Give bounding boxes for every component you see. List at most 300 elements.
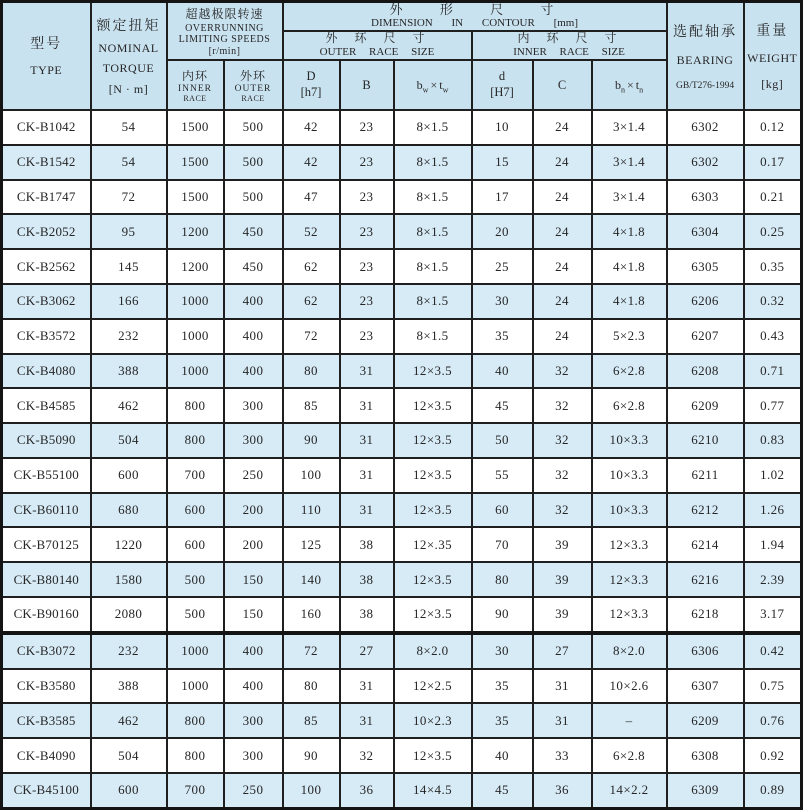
torque-label-en1: NOMINAL	[98, 40, 159, 55]
type-cell: CK-B2052	[2, 214, 91, 249]
cell-D: 90	[283, 738, 340, 773]
cell-bn_x_tn: 10×3.3	[592, 458, 667, 493]
cell-weight: 0.35	[744, 249, 802, 284]
col-header-B	[340, 60, 394, 110]
cell-weight: 0.17	[744, 145, 802, 180]
weight-label-en: WEIGHT	[747, 50, 798, 65]
cell-speed_inner_race: 1200	[167, 214, 224, 249]
cell-weight: 0.89	[744, 773, 802, 808]
table-row	[2, 319, 802, 354]
cell-bw_x_tw: 12×3.5	[394, 493, 472, 528]
inner-race-size-en: INNER RACE SIZE	[513, 46, 625, 59]
cell-bw_x_tw: 8×1.5	[394, 180, 472, 215]
cell-bn_x_tn: 3×1.4	[592, 180, 667, 215]
cell-bn_x_tn: 4×1.8	[592, 249, 667, 284]
cell-bearing: 6212	[667, 493, 744, 528]
cell-bn_x_tn: 14×2.2	[592, 773, 667, 808]
type-cell: CK-B60110	[2, 493, 91, 528]
cell-nominal_torque: 504	[91, 423, 167, 458]
cell-bearing: 6303	[667, 180, 744, 215]
cell-weight: 0.32	[744, 284, 802, 319]
type-cell: CK-B4080	[2, 354, 91, 389]
cell-speed_outer_race: 500	[224, 180, 283, 215]
torque-label-zh: 额定扭矩	[96, 18, 161, 34]
cell-bearing: 6302	[667, 110, 744, 145]
cell-C: 32	[533, 354, 592, 389]
speeds-label-zh: 超越极限转速	[185, 7, 264, 22]
table-row	[2, 527, 802, 562]
cell-C: 32	[533, 388, 592, 423]
cell-bw_x_tw: 8×1.5	[394, 249, 472, 284]
cell-D: 125	[283, 527, 340, 562]
cell-C: 39	[533, 527, 592, 562]
cell-C: 39	[533, 597, 592, 633]
cell-bw_x_tw: 12×3.5	[394, 738, 472, 773]
cell-bearing: 6304	[667, 214, 744, 249]
cell-bw_x_tw: 12×3.5	[394, 423, 472, 458]
cell-speed_inner_race: 1200	[167, 249, 224, 284]
cell-B: 31	[340, 388, 394, 423]
dimension-label-en	[284, 17, 666, 30]
cell-speed_outer_race: 400	[224, 669, 283, 704]
cell-nominal_torque: 600	[91, 773, 167, 808]
cell-d: 45	[472, 388, 533, 423]
table-row	[2, 388, 802, 423]
table-row	[2, 597, 802, 633]
col-header-bearing	[667, 2, 744, 110]
cell-speed_inner_race: 700	[167, 458, 224, 493]
type-cell: CK-B5090	[2, 423, 91, 458]
cell-speed_inner_race: 800	[167, 423, 224, 458]
type-label-en: TYPE	[30, 63, 63, 78]
col-header-speed-inner-race	[167, 60, 224, 110]
cell-speed_outer_race: 400	[224, 284, 283, 319]
cell-B: 31	[340, 493, 394, 528]
cell-C: 24	[533, 180, 592, 215]
table-header	[2, 2, 802, 110]
cell-bearing: 6309	[667, 773, 744, 808]
cell-nominal_torque: 462	[91, 388, 167, 423]
type-cell: CK-B2562	[2, 249, 91, 284]
speeds-label-en2: LIMITING SPEEDS	[178, 34, 271, 46]
cell-bearing: 6305	[667, 249, 744, 284]
cell-d: 15	[472, 145, 533, 180]
cell-nominal_torque: 1220	[91, 527, 167, 562]
type-cell: CK-B90160	[2, 597, 91, 633]
cell-B: 38	[340, 562, 394, 597]
cell-speed_inner_race: 600	[167, 493, 224, 528]
torque-unit: [N · m]	[108, 82, 149, 97]
cell-bearing: 6207	[667, 319, 744, 354]
cell-nominal_torque: 54	[91, 145, 167, 180]
cell-D: 42	[283, 145, 340, 180]
cell-C: 24	[533, 319, 592, 354]
cell-C: 24	[533, 214, 592, 249]
cell-B: 23	[340, 145, 394, 180]
cell-D: 160	[283, 597, 340, 633]
bw-tw-formula: $b_w \times t_w$	[416, 77, 449, 95]
cell-bn_x_tn: 10×3.3	[592, 493, 667, 528]
col-group-overrunning-speeds	[167, 2, 283, 60]
header-row-1	[2, 2, 802, 32]
type-cell: CK-B70125	[2, 527, 91, 562]
type-cell: CK-B3062	[2, 284, 91, 319]
cell-speed_inner_race: 800	[167, 703, 224, 738]
cell-C: 36	[533, 773, 592, 808]
cell-speed_inner_race: 500	[167, 562, 224, 597]
type-cell: CK-B1542	[2, 145, 91, 180]
table-row	[2, 773, 802, 808]
cell-speed_inner_race: 1000	[167, 633, 224, 669]
cell-C: 24	[533, 110, 592, 145]
cell-nominal_torque: 166	[91, 284, 167, 319]
cell-d: 20	[472, 214, 533, 249]
cell-B: 31	[340, 669, 394, 704]
cell-speed_outer_race: 300	[224, 423, 283, 458]
cell-B: 23	[340, 110, 394, 145]
speed-inner-en1: INNER	[177, 83, 213, 94]
cell-speed_inner_race: 800	[167, 738, 224, 773]
speeds-unit: [r/min]	[208, 45, 241, 57]
cell-bearing: 6209	[667, 388, 744, 423]
cell-weight: 0.76	[744, 703, 802, 738]
cell-d: 35	[472, 319, 533, 354]
cell-speed_inner_race: 1000	[167, 354, 224, 389]
cell-speed_inner_race: 1500	[167, 145, 224, 180]
col-group-dimension	[283, 2, 667, 32]
table-row	[2, 633, 802, 669]
cell-bn_x_tn: 6×2.8	[592, 354, 667, 389]
cell-B: 23	[340, 214, 394, 249]
table-row	[2, 249, 802, 284]
weight-unit: [kg]	[761, 76, 784, 91]
cell-B: 31	[340, 703, 394, 738]
C-symbol: C	[557, 77, 567, 92]
table-row	[2, 214, 802, 249]
speed-outer-en1: OUTER	[234, 83, 272, 94]
cell-D: 90	[283, 423, 340, 458]
bearing-label-zh: 选配轴承	[673, 25, 738, 41]
table-body	[2, 110, 802, 808]
table-row	[2, 284, 802, 319]
cell-speed_outer_race: 150	[224, 597, 283, 633]
cell-B: 23	[340, 249, 394, 284]
d-tolerance: [H7]	[490, 84, 514, 99]
cell-D: 72	[283, 633, 340, 669]
bearing-label-en: BEARING	[676, 53, 734, 68]
cell-d: 30	[472, 284, 533, 319]
cell-nominal_torque: 145	[91, 249, 167, 284]
cell-weight: 2.39	[744, 562, 802, 597]
type-cell: CK-B3572	[2, 319, 91, 354]
cell-bw_x_tw: 8×1.5	[394, 319, 472, 354]
cell-d: 17	[472, 180, 533, 215]
cell-speed_outer_race: 300	[224, 738, 283, 773]
cell-D: 72	[283, 319, 340, 354]
cell-bn_x_tn: 3×1.4	[592, 145, 667, 180]
cell-weight: 0.12	[744, 110, 802, 145]
cell-bearing: 6210	[667, 423, 744, 458]
cell-speed_inner_race: 1000	[167, 284, 224, 319]
cell-bw_x_tw: 12×3.5	[394, 597, 472, 633]
cell-C: 31	[533, 669, 592, 704]
cell-speed_inner_race: 500	[167, 597, 224, 633]
cell-bw_x_tw: 12×3.5	[394, 388, 472, 423]
cell-speed_outer_race: 400	[224, 354, 283, 389]
cell-d: 40	[472, 738, 533, 773]
cell-nominal_torque: 54	[91, 110, 167, 145]
cell-speed_outer_race: 400	[224, 633, 283, 669]
cell-weight: 1.94	[744, 527, 802, 562]
cell-D: 52	[283, 214, 340, 249]
cell-bearing: 6208	[667, 354, 744, 389]
cell-d: 80	[472, 562, 533, 597]
cell-nominal_torque: 462	[91, 703, 167, 738]
cell-nominal_torque: 504	[91, 738, 167, 773]
outer-race-size-zh: 外 环 尺 寸	[325, 31, 429, 46]
cell-B: 31	[340, 458, 394, 493]
cell-D: 80	[283, 669, 340, 704]
speed-inner-en2: RACE	[183, 93, 207, 103]
cell-speed_outer_race: 400	[224, 319, 283, 354]
cell-bw_x_tw: 12×2.5	[394, 669, 472, 704]
cell-C: 24	[533, 249, 592, 284]
cell-B: 31	[340, 354, 394, 389]
cell-C: 32	[533, 423, 592, 458]
cell-speed_inner_race: 800	[167, 388, 224, 423]
cell-nominal_torque: 388	[91, 669, 167, 704]
col-header-speed-outer-race	[224, 60, 283, 110]
cell-bn_x_tn: 6×2.8	[592, 738, 667, 773]
col-header-bn-tn	[592, 60, 667, 110]
cell-speed_inner_race: 600	[167, 527, 224, 562]
D-symbol: D	[306, 69, 316, 84]
cell-B: 23	[340, 284, 394, 319]
cell-D: 42	[283, 110, 340, 145]
cell-bw_x_tw: 14×4.5	[394, 773, 472, 808]
cell-weight: 0.21	[744, 180, 802, 215]
col-header-D	[283, 60, 340, 110]
cell-nominal_torque: 72	[91, 180, 167, 215]
cell-bw_x_tw: 12×.35	[394, 527, 472, 562]
cell-bn_x_tn: –	[592, 703, 667, 738]
cell-bn_x_tn: 8×2.0	[592, 633, 667, 669]
bearing-standard: GB/T276-1994	[676, 80, 735, 91]
cell-bn_x_tn: 3×1.4	[592, 110, 667, 145]
cell-speed_outer_race: 200	[224, 493, 283, 528]
cell-D: 47	[283, 180, 340, 215]
cell-weight: 0.75	[744, 669, 802, 704]
cell-bearing: 6209	[667, 703, 744, 738]
cell-bearing: 6214	[667, 527, 744, 562]
weight-label-zh: 重量	[756, 23, 789, 39]
cell-nominal_torque: 388	[91, 354, 167, 389]
cell-speed_inner_race: 1000	[167, 319, 224, 354]
cell-weight: 0.92	[744, 738, 802, 773]
cell-C: 24	[533, 145, 592, 180]
cell-speed_inner_race: 1000	[167, 669, 224, 704]
cell-bearing: 6218	[667, 597, 744, 633]
cell-nominal_torque: 680	[91, 493, 167, 528]
table-row	[2, 738, 802, 773]
cell-speed_outer_race: 250	[224, 458, 283, 493]
cell-B: 31	[340, 423, 394, 458]
cell-d: 35	[472, 669, 533, 704]
cell-C: 31	[533, 703, 592, 738]
cell-speed_outer_race: 250	[224, 773, 283, 808]
cell-D: 62	[283, 249, 340, 284]
cell-D: 85	[283, 703, 340, 738]
cell-bw_x_tw: 8×2.0	[394, 633, 472, 669]
table-row	[2, 110, 802, 145]
dimension-label-zh: 外 形 尺 寸	[389, 2, 560, 17]
cell-C: 39	[533, 562, 592, 597]
cell-speed_outer_race: 500	[224, 145, 283, 180]
cell-bn_x_tn: 12×3.3	[592, 562, 667, 597]
cell-bearing: 6216	[667, 562, 744, 597]
cell-weight: 1.02	[744, 458, 802, 493]
type-cell: CK-B1747	[2, 180, 91, 215]
cell-d: 60	[472, 493, 533, 528]
table-row	[2, 354, 802, 389]
cell-speed_inner_race: 700	[167, 773, 224, 808]
cell-speed_outer_race: 450	[224, 249, 283, 284]
speed-outer-zh: 外环	[240, 68, 267, 83]
cell-D: 110	[283, 493, 340, 528]
col-header-type	[2, 2, 91, 110]
cell-bw_x_tw: 8×1.5	[394, 284, 472, 319]
type-cell: CK-B4585	[2, 388, 91, 423]
cell-speed_inner_race: 1500	[167, 110, 224, 145]
cell-B: 27	[340, 633, 394, 669]
table-row	[2, 423, 802, 458]
cell-speed_outer_race: 150	[224, 562, 283, 597]
cell-nominal_torque: 95	[91, 214, 167, 249]
cell-C: 24	[533, 284, 592, 319]
cell-D: 100	[283, 773, 340, 808]
cell-d: 45	[472, 773, 533, 808]
cell-bw_x_tw: 12×3.5	[394, 458, 472, 493]
dimension-unit: [mm]	[553, 17, 579, 30]
cell-weight: 0.43	[744, 319, 802, 354]
cell-nominal_torque: 232	[91, 633, 167, 669]
speed-inner-zh: 内环	[181, 68, 208, 83]
cell-weight: 1.26	[744, 493, 802, 528]
D-tolerance: [h7]	[300, 84, 322, 99]
cell-bn_x_tn: 12×3.3	[592, 527, 667, 562]
cell-speed_outer_race: 500	[224, 110, 283, 145]
table-row	[2, 703, 802, 738]
cell-d: 90	[472, 597, 533, 633]
cell-bn_x_tn: 10×3.3	[592, 423, 667, 458]
table-row	[2, 562, 802, 597]
speeds-label-en1: OVERRUNNING	[185, 22, 264, 34]
cell-C: 32	[533, 493, 592, 528]
cell-bw_x_tw: 12×3.5	[394, 562, 472, 597]
cell-D: 140	[283, 562, 340, 597]
cell-B: 36	[340, 773, 394, 808]
cell-bw_x_tw: 8×1.5	[394, 145, 472, 180]
cell-bn_x_tn: 4×1.8	[592, 214, 667, 249]
cell-weight: 0.77	[744, 388, 802, 423]
type-cell: CK-B3580	[2, 669, 91, 704]
cell-D: 85	[283, 388, 340, 423]
cell-bn_x_tn: 6×2.8	[592, 388, 667, 423]
cell-bn_x_tn: 5×2.3	[592, 319, 667, 354]
type-cell: CK-B55100	[2, 458, 91, 493]
type-cell: CK-B1042	[2, 110, 91, 145]
torque-label-en2: TORQUE	[102, 61, 155, 76]
outer-race-size-en: OUTER RACE SIZE	[319, 46, 435, 59]
cell-weight: 0.83	[744, 423, 802, 458]
cell-weight: 0.42	[744, 633, 802, 669]
cell-C: 27	[533, 633, 592, 669]
cell-d: 50	[472, 423, 533, 458]
cell-nominal_torque: 600	[91, 458, 167, 493]
cell-bw_x_tw: 8×1.5	[394, 110, 472, 145]
cell-B: 23	[340, 180, 394, 215]
cell-d: 40	[472, 354, 533, 389]
cell-d: 30	[472, 633, 533, 669]
cell-bearing: 6211	[667, 458, 744, 493]
type-cell: CK-B80140	[2, 562, 91, 597]
cell-B: 32	[340, 738, 394, 773]
table-row	[2, 145, 802, 180]
cell-B: 38	[340, 527, 394, 562]
cell-weight: 0.25	[744, 214, 802, 249]
cell-d: 35	[472, 703, 533, 738]
cell-d: 70	[472, 527, 533, 562]
col-group-outer-race-size	[283, 31, 472, 59]
cell-nominal_torque: 2080	[91, 597, 167, 633]
cell-D: 100	[283, 458, 340, 493]
dimension-en-text: DIMENSION IN CONTOUR	[371, 17, 535, 30]
col-group-inner-race-size	[472, 31, 667, 59]
cell-bn_x_tn: 4×1.8	[592, 284, 667, 319]
type-cell: CK-B3585	[2, 703, 91, 738]
cell-bw_x_tw: 10×2.3	[394, 703, 472, 738]
cell-speed_inner_race: 1500	[167, 180, 224, 215]
table-row	[2, 669, 802, 704]
cell-D: 80	[283, 354, 340, 389]
bn-tn-formula: $b_n \times t_n$	[614, 77, 644, 95]
cell-d: 55	[472, 458, 533, 493]
cell-bearing: 6206	[667, 284, 744, 319]
cell-weight: 0.71	[744, 354, 802, 389]
cell-C: 33	[533, 738, 592, 773]
cell-B: 38	[340, 597, 394, 633]
cell-bearing: 6308	[667, 738, 744, 773]
cell-d: 10	[472, 110, 533, 145]
cell-D: 62	[283, 284, 340, 319]
cell-bn_x_tn: 10×2.6	[592, 669, 667, 704]
cell-nominal_torque: 1580	[91, 562, 167, 597]
type-cell: CK-B3072	[2, 633, 91, 669]
cell-bearing: 6307	[667, 669, 744, 704]
col-header-d	[472, 60, 533, 110]
cell-speed_outer_race: 300	[224, 388, 283, 423]
cell-speed_outer_race: 200	[224, 527, 283, 562]
col-header-weight	[744, 2, 802, 110]
type-cell: CK-B4090	[2, 738, 91, 773]
col-header-torque	[91, 2, 167, 110]
cell-d: 25	[472, 249, 533, 284]
cell-speed_outer_race: 450	[224, 214, 283, 249]
table-row	[2, 180, 802, 215]
table-row	[2, 458, 802, 493]
cell-speed_outer_race: 300	[224, 703, 283, 738]
type-cell: CK-B45100	[2, 773, 91, 808]
